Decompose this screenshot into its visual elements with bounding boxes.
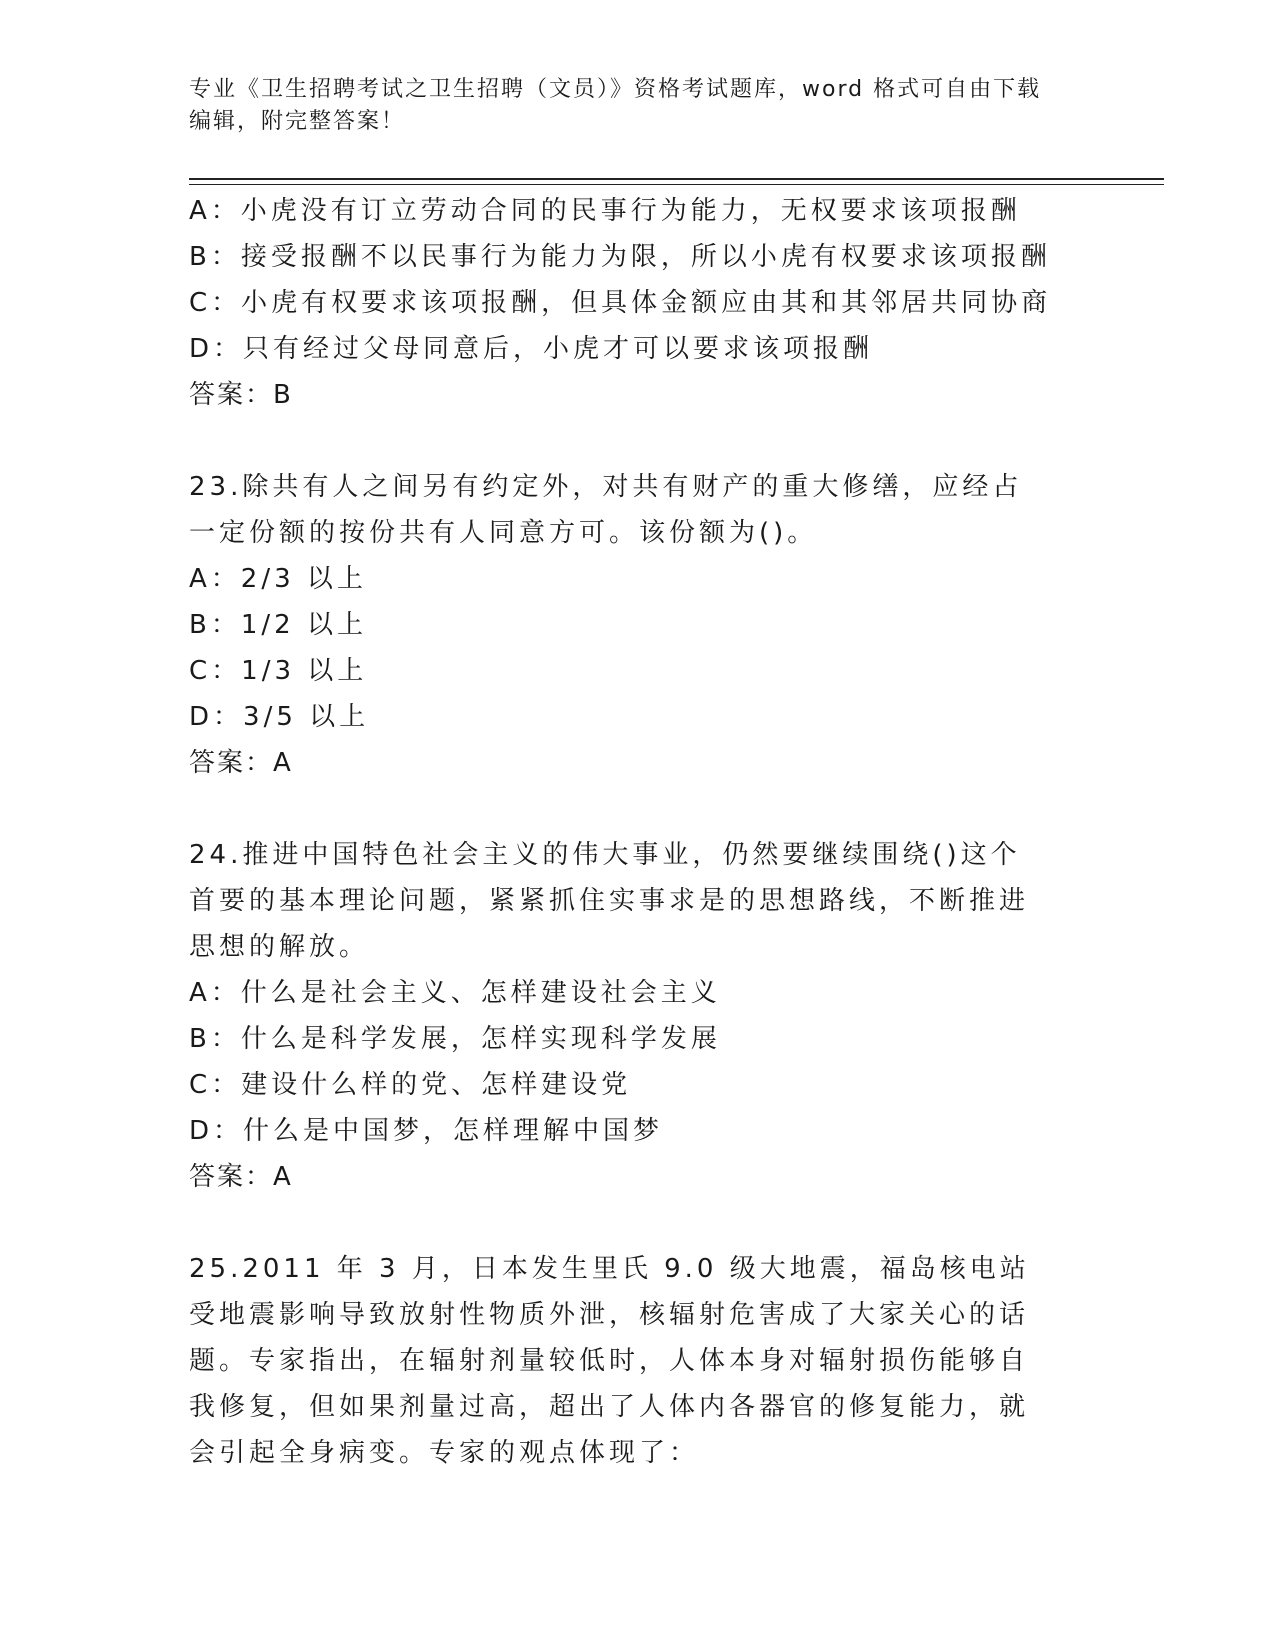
- question-25: [189, 1246, 1089, 1476]
- option-b: B：1/2 以上: [189, 610, 367, 640]
- option-d: D：3/5 以上: [189, 702, 370, 732]
- option-c: C：小虎有权要求该项报酬，但具体金额应由其和其邻居共同协商: [189, 288, 1052, 318]
- option-c: C：建设什么样的党、怎样建设党: [189, 1070, 632, 1100]
- question-stem: 25.2011 年 3 月，日本发生里氏 9.0 级大地震，福岛核电站受地震影响导致放射性物质外泄，核辐射危害成了大家关心的话题。专家指出，在辐射剂量较低时，人体本身对辐射损伤能够自我修复，但如果剂量过高，超出了人体内各器官的修复能力，就会引起全身病变。专家的观点体现了：: [189, 1254, 1030, 1468]
- document-header: [189, 74, 1089, 138]
- option-b: B：接受报酬不以民事行为能力为限，所以小虎有权要求该项报酬: [189, 242, 1051, 272]
- answer: 答案：A: [189, 748, 293, 778]
- question-24: [189, 832, 1089, 1200]
- header-line-1: 专业《卫生招聘考试之卫生招聘（文员）》资格考试题库，word 格式可自由下载: [189, 77, 1042, 102]
- option-d: D：什么是中国梦，怎样理解中国梦: [189, 1116, 664, 1146]
- option-a: A：小虎没有订立劳动合同的民事行为能力，无权要求该项报酬: [189, 196, 1021, 226]
- question-stem: 24.推进中国特色社会主义的伟大事业，仍然要继续围绕()这个首要的基本理论问题，紧紧抓住实事求是的思想路线，不断推进思想的解放。: [189, 840, 1030, 962]
- option-a: A：2/3 以上: [189, 564, 367, 594]
- question-22: [189, 188, 1089, 418]
- question-23: [189, 464, 1089, 786]
- option-d: D：只有经过父母同意后，小虎才可以要求该项报酬: [189, 334, 874, 364]
- question-list: [189, 188, 1089, 1476]
- option-b: B：什么是科学发展，怎样实现科学发展: [189, 1024, 721, 1054]
- header-line-2: 编辑，附完整答案！: [189, 109, 406, 134]
- option-a: A：什么是社会主义、怎样建设社会主义: [189, 978, 721, 1008]
- header-divider: [189, 178, 1164, 180]
- answer: 答案：A: [189, 1162, 293, 1192]
- question-stem: 23.除共有人之间另有约定外，对共有财产的重大修缮，应经占一定份额的按份共有人同意方可。该份额为()。: [189, 472, 1023, 548]
- header-divider-thin: [189, 184, 1164, 185]
- option-c: C：1/3 以上: [189, 656, 368, 686]
- answer: 答案：B: [189, 380, 293, 410]
